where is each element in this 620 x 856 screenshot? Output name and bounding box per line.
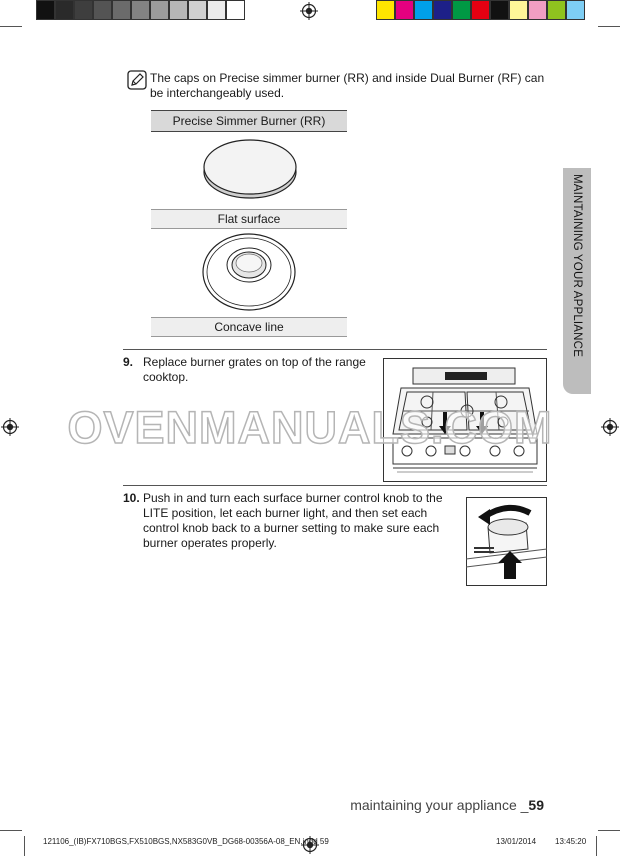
gray-swatch bbox=[169, 0, 188, 20]
footer-section-title: maintaining your appliance _ bbox=[350, 797, 529, 813]
gray-swatch bbox=[74, 0, 93, 20]
table-header: Precise Simmer Burner (RR) bbox=[151, 110, 347, 132]
color-swatch bbox=[547, 0, 566, 20]
color-swatch bbox=[490, 0, 509, 20]
color-swatch bbox=[376, 0, 395, 20]
step-text: Replace burner grates on top of the range cooktop. bbox=[143, 355, 366, 384]
print-slug-filename: 121106_(IB)FX710BGS,FX510BGS,NX583G0VB_DG68-00356A-08_EN.indd 59 bbox=[43, 837, 329, 846]
divider bbox=[123, 485, 547, 486]
page-footer bbox=[350, 797, 544, 813]
color-swatch bbox=[395, 0, 414, 20]
table-row-label: Flat surface bbox=[151, 209, 347, 229]
color-swatch bbox=[566, 0, 585, 20]
crop-mark bbox=[0, 26, 22, 27]
crop-mark bbox=[598, 830, 620, 831]
registration-mark-left-icon bbox=[1, 418, 19, 436]
crop-mark bbox=[596, 836, 597, 856]
color-swatch bbox=[414, 0, 433, 20]
color-swatch bbox=[452, 0, 471, 20]
gray-swatch bbox=[150, 0, 169, 20]
color-swatch bbox=[528, 0, 547, 20]
step-number: 10. bbox=[123, 491, 140, 505]
color-swatch bbox=[471, 0, 490, 20]
crop-mark bbox=[598, 26, 620, 27]
page-number: 59 bbox=[528, 797, 544, 813]
watermark: OVENMANUALS.COM bbox=[67, 402, 553, 453]
crop-mark bbox=[24, 836, 25, 856]
gray-swatch bbox=[188, 0, 207, 20]
step-number: 9. bbox=[123, 355, 134, 369]
gray-swatch bbox=[55, 0, 74, 20]
print-slug-date: 13/01/2014 bbox=[496, 837, 537, 846]
gray-swatch bbox=[112, 0, 131, 20]
gray-swatch bbox=[93, 0, 112, 20]
color-swatch bbox=[509, 0, 528, 20]
concave-burner-cap-image bbox=[201, 232, 297, 312]
section-side-tab-label: MAINTAINING YOUR APPLIANCE bbox=[571, 174, 583, 358]
registration-mark-top-icon bbox=[300, 2, 318, 20]
gray-swatch bbox=[226, 0, 245, 20]
table-row-label: Concave line bbox=[151, 317, 347, 337]
note-pencil-icon bbox=[127, 70, 147, 90]
gray-swatch bbox=[131, 0, 150, 20]
control-knob-illustration bbox=[466, 497, 547, 586]
registration-mark-right-icon bbox=[601, 418, 619, 436]
color-swatch bbox=[433, 0, 452, 20]
step-text: Push in and turn each surface burner control knob to the LITE position, let each burner light, and then set each control knob back to a burner setting to make sure each burner operates properly. bbox=[143, 491, 443, 550]
gray-swatch bbox=[36, 0, 55, 20]
gray-swatch bbox=[207, 0, 226, 20]
crop-mark bbox=[0, 830, 22, 831]
note-text: The caps on Precise simmer burner (RR) and inside Dual Burner (RF) can be interchangeably used. bbox=[150, 71, 545, 100]
print-slug-time: 13:45:20 bbox=[555, 837, 587, 846]
flat-burner-cap-image bbox=[200, 136, 300, 200]
divider bbox=[123, 349, 547, 350]
